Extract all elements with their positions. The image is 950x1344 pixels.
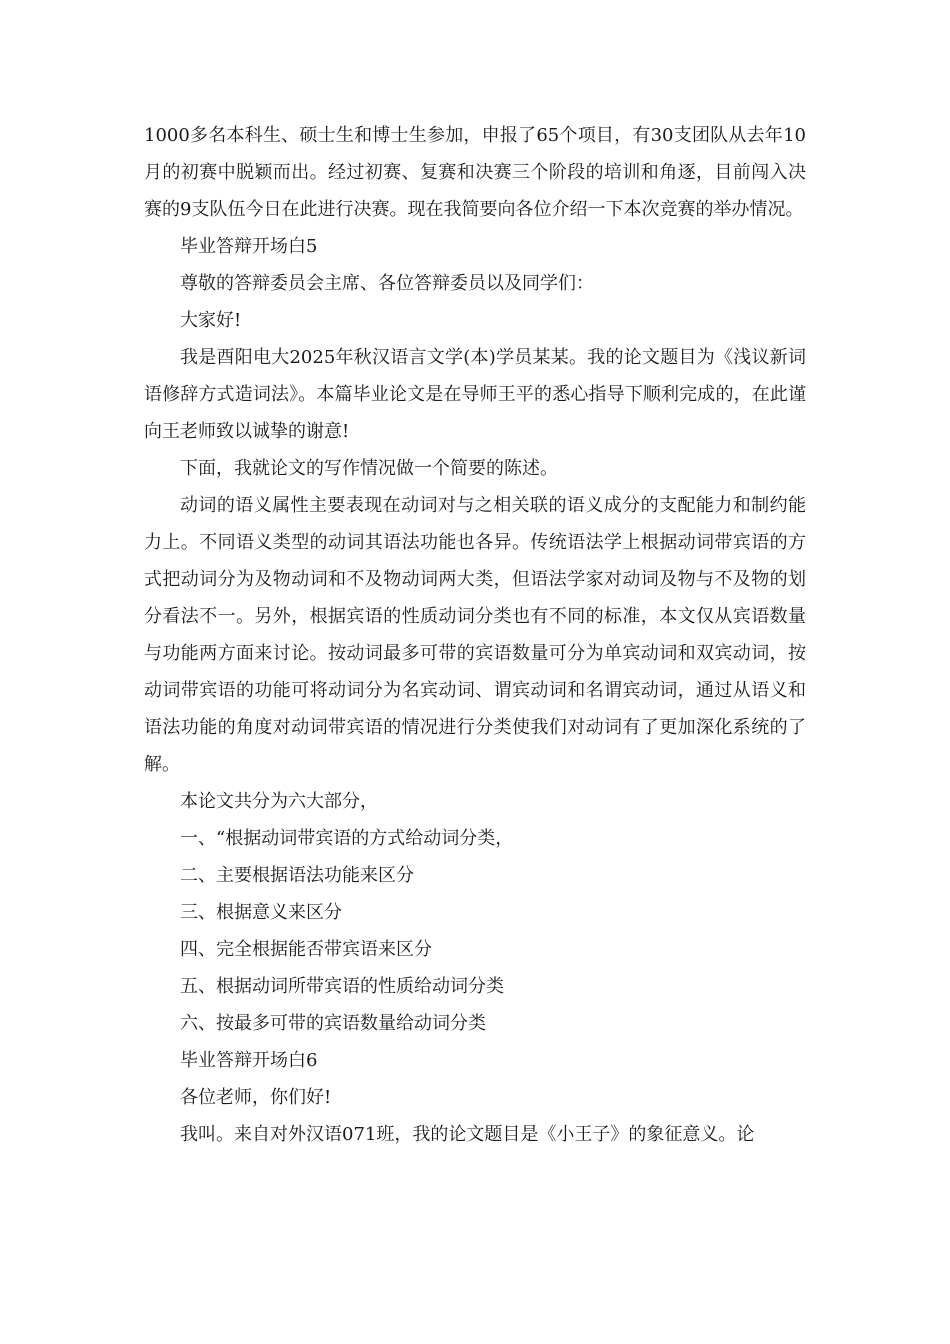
section-heading-5: 毕业答辩开场白5 [180, 236, 318, 257]
paragraph-self-intro: 我是酉阳电大2025年秋汉语言文学(本)学员某某。我的论文题目为《浅议新词语修辞方式造词法》。本篇毕业论文是在导师王平的悉心指导下顺利完成的，在此谨向王老师致以诚挚的谢意! [144, 347, 806, 442]
list-item-part-4: 四、完全根据能否带宾语来区分 [180, 939, 432, 960]
document-body [144, 117, 806, 1153]
list-item-part-6: 六、按最多可带的宾语数量给动词分类 [180, 1013, 486, 1034]
paragraph-competition-intro: 1000多名本科生、硕士生和博士生参加，申报了65个项目，有30支团队从去年10月的初赛中脱颖而出。经过初赛、复赛和决赛三个阶段的培训和角逐，目前闯入决赛的9支队伍今日在此进行决赛。现在我简要向各位介绍一下本次竞赛的举办情况。 [144, 125, 806, 220]
list-item-part-5: 五、根据动词所带宾语的性质给动词分类 [180, 976, 504, 997]
list-item-part-2: 二、主要根据语法功能来区分 [180, 865, 414, 886]
greeting-teachers: 各位老师，你们好! [180, 1087, 332, 1108]
section-heading-6: 毕业答辩开场白6 [180, 1050, 318, 1071]
greeting-committee: 尊敬的答辩委员会主席、各位答辩委员以及同学们： [180, 273, 594, 294]
paragraph-verbs: 动词的语义属性主要表现在动词对与之相关联的语义成分的支配能力和制约能力上。不同语义类型的动词其语法功能也各异。传统语法学上根据动词带宾语的方式把动词分为及物动词和不及物动词两大类，但语法学家对动词及物与不及物的划分看法不一。另外，根据宾语的性质动词分类也有不同的标准，本文仅从宾语数量与功能两方面来讨论。按动词最多可带的宾语数量可分为单宾动词和双宾动词，按动词带宾语的功能可将动词分为名宾动词、谓宾动词和名谓宾动词，通过从语义和语法功能的角度对动词带宾语的情况进行分类使我们对动词有了更加深化系统的了解。 [144, 495, 806, 775]
greeting-everyone: 大家好! [180, 310, 242, 331]
paragraph-parts-intro: 本论文共分为六大部分， [180, 791, 378, 812]
paragraph-last: 我叫。来自对外汉语071班，我的论文题目是《小王子》的象征意义。论 [180, 1124, 755, 1145]
paragraph-next: 下面，我就论文的写作情况做一个简要的陈述。 [180, 458, 558, 479]
list-item-part-1: 一、“根据动词带宾语的方式给动词分类， [180, 828, 514, 849]
list-item-part-3: 三、根据意义来区分 [180, 902, 342, 923]
